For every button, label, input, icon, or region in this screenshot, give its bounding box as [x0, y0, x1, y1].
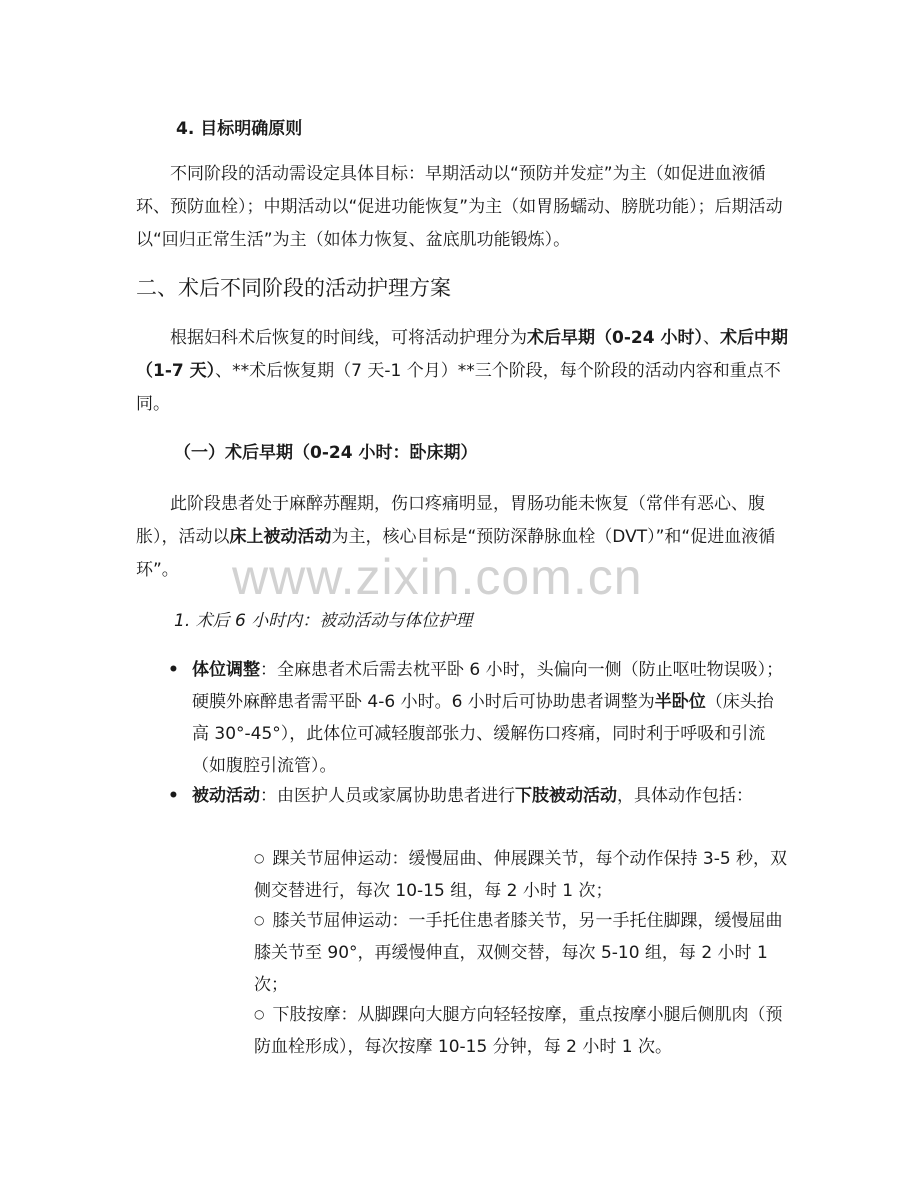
bullet-label: 体位调整	[192, 660, 260, 680]
paragraph-text: 不同阶段的活动需设定具体目标：早期活动以“预防并发症”为主（如促进血液循环、预防血栓）；中期活动以“促进功能恢复”为主（如胃肠蠕动、膀胱功能）；后期活动以“回归正常生活”为主（如体力恢复、盆底肌功能锻炼）。	[136, 164, 783, 250]
bullet-position-adjust	[168, 654, 790, 782]
paragraph-text: 、	[702, 328, 720, 348]
subitem-leg-massage	[254, 998, 790, 1063]
section-2-heading: 二、术后不同阶段的活动护理方案	[136, 276, 451, 300]
subitem-text: 下肢按摩：从脚踝向大腿方向轻轻按摩，重点按摩小腿后侧肌肉（预防血栓形成），每次按摩 10-15 分钟，每 2 小时 1 次。	[254, 1005, 783, 1057]
subitem-ankle-exercise	[254, 842, 790, 907]
bold-term-semi-recumbent: 半卧位	[654, 692, 706, 712]
bullet-text: ：由医护人员或家属协助患者进行	[260, 786, 515, 806]
subsection-early-heading: （一）术后早期（0-24 小时：卧床期）	[174, 443, 478, 463]
subitem-knee-exercise	[254, 904, 790, 1001]
bullet-dot-icon: •	[168, 660, 179, 680]
bullet-label: 被动活动	[192, 786, 260, 806]
bullet-passive-activity	[168, 780, 790, 812]
paragraph-text: 为主，核心目标是“预防深静脉血栓（DVT）”和“促进血液循环”。	[136, 527, 776, 580]
section-4-heading: 4. 目标明确原则	[176, 119, 303, 139]
subitem-text: 踝关节屈伸运动：缓慢屈曲、伸展踝关节，每个动作保持 3-5 秒，双侧交替进行，每次 10-15 组，每 2 小时 1 次；	[254, 849, 788, 901]
paragraph-text: 、**术后恢复期（7 天-1 个月）**三个阶段，每个阶段的活动内容和重点不同。	[136, 361, 781, 414]
subitem-text: 膝关节屈伸运动：一手托住患者膝关节，另一手托住脚踝，缓慢屈曲膝关节至 90°，再缓慢伸直，双侧交替，每次 5-10 组，每 2 小时 1 次；	[254, 911, 783, 995]
bold-term-lower-limb: 下肢被动活动	[515, 786, 617, 806]
bold-term-early: 术后早期（0-24 小时）	[527, 328, 703, 348]
bullet-text: （床头抬高 30°-45°），此体位可减轻腹部张力、缓解伤口疼痛，同时利于呼吸和引流（如腹腔引流管）。	[192, 692, 774, 776]
bold-term-passive: 床上被动活动	[229, 527, 332, 547]
bullet-text: ，具体动作包括：	[617, 786, 753, 806]
circle-bullet-icon: ○	[254, 913, 265, 927]
bullet-dot-icon: •	[168, 786, 179, 806]
paragraph-timeline	[136, 322, 790, 421]
circle-bullet-icon: ○	[254, 851, 265, 865]
subheading-6-hours: 1. 术后 6 小时内：被动活动与体位护理	[174, 611, 473, 631]
paragraph-text: 根据妇科术后恢复的时间线，可将活动护理分为	[170, 328, 527, 348]
paragraph-text: 此阶段患者处于麻醉苏醒期，伤口疼痛明显，胃肠功能未恢复（常伴有恶心、腹胀），活动以	[136, 494, 765, 547]
paragraph-goal-principle	[136, 158, 790, 257]
circle-bullet-icon: ○	[254, 1007, 265, 1021]
bold-term-middle: 术后中期（1-7 天）	[136, 328, 788, 381]
watermark: www.zixin.com.cn	[232, 549, 643, 605]
bullet-text: ：全麻患者术后需去枕平卧 6 小时，头偏向一侧（防止呕吐物误吸）；硬膜外麻醉患者需平卧 4-6 小时。6 小时后可协助患者调整为	[192, 660, 784, 712]
